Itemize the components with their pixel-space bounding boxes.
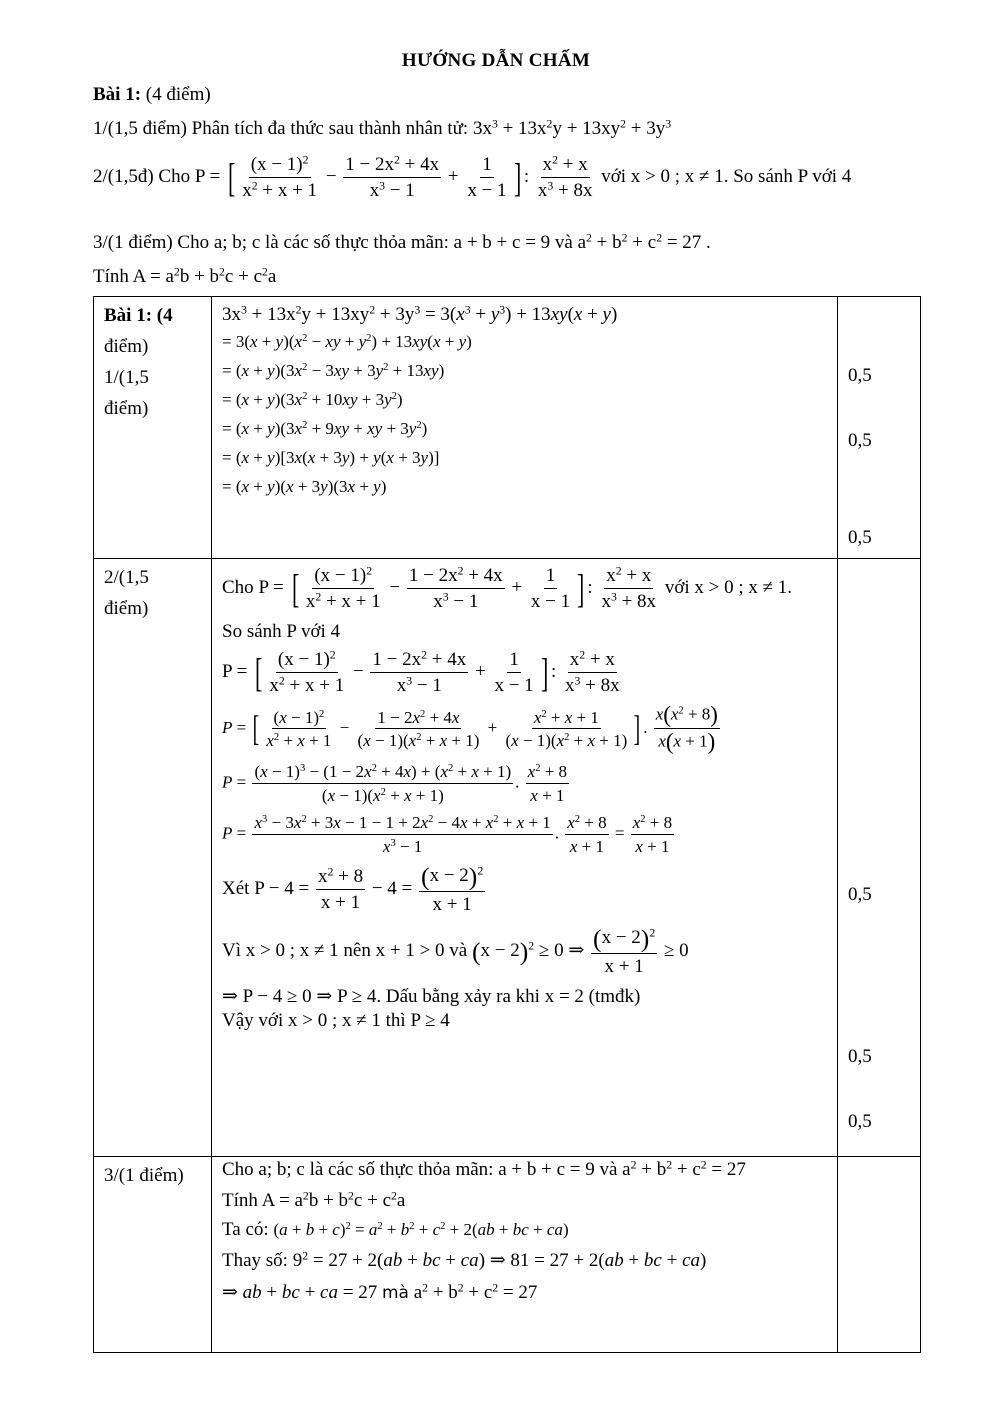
step: P = $\frac{(x - 1)^3 - (1 - 2x^2 + 4x) + (x^2 + x + 1)}{(x - 1)(x^2 + x + 1)}$ . $\frac{x^2 + 8}{x + 1}$ (222, 762, 568, 805)
question-3: 3/(1 điểm) Cho a; b; c là các số thực thỏa mãn: a + b + c = 9 và $a^2 + b^2 + c^2 = 27$ . (93, 231, 711, 253)
score: 0,5 (848, 527, 872, 548)
step: P = $\frac{x^3 - 3x^2 + 3x - 1 - 1 + 2x^2 - 4x + x^2 + x + 1}{x^3 - 1}$ . $\frac{x^2 + 8}{x + 1}$ = $\frac{x^2 + 8}{x + 1}$ (222, 813, 673, 856)
solution-cell-1 (212, 297, 838, 559)
table-row (94, 1157, 921, 1353)
solution-table (93, 296, 921, 1353)
step: Vậy với x > 0 ; x ≠ 1 thì P ≥ 4 (222, 1010, 450, 1032)
step: Cho a; b; c là các số thực thỏa mãn: a + b + c = 9 và $a^2 + b^2 + c^2 = 27$ (222, 1158, 746, 1180)
step: = (x + y)(x + 3y)(3x + y) (222, 477, 387, 496)
solution-cell-2 (212, 559, 838, 1157)
step: Ta có: $(a + b + c)^2 = a^2 + b^2 + c^2 + 2(ab$ + bc + ca) (222, 1219, 569, 1240)
table-row (94, 297, 921, 559)
section-label-cell: 3/(1 điểm) (94, 1157, 212, 1353)
step: Thay số: $9^2 = 27 + 2(ab$ + bc + ca) ⇒ 81 = 27 + 2(ab + bc + ca) (222, 1249, 707, 1271)
score: 0,5 (848, 1111, 872, 1132)
page-title: HƯỚNG DẪN CHẤM (401, 50, 591, 71)
step: Vì x > 0 ; x ≠ 1 nên x + 1 > 0 và $(x - 2)^2 \ge 0$ ⇒ $\frac{(x - 2)^2}{x + 1}$ ≥ 0 (222, 923, 689, 977)
score: 0,5 (848, 365, 872, 386)
step: = $3(x + y)(x^2$ − xy + $y^2) + 13xy(x + y)$ (222, 332, 472, 351)
score-cell (838, 559, 921, 1157)
step: $3x^3 + 13x^2y + 13xy^2 + 3y^3 = 3(x^3 + y^3) + 13xy(x + y)$ (222, 303, 618, 325)
step: = $(x + y)(3x^2 + 9xy$ + xy + $3y^2$) (222, 419, 428, 438)
section-label-cell: Bài 1: (4 điểm) 1/(1,5 điểm) (94, 297, 212, 559)
step: ⇒ P − 4 ≥ 0 ⇒ P ≥ 4. Dấu bằng xảy ra khi x = 2 (tmđk) (222, 986, 641, 1008)
step: = (x + y)[3x(x + 3y) + y(x + 3y)] (222, 448, 440, 467)
score: 0,5 (848, 1046, 872, 1067)
question-3-compute: Tính $A = a^2b + b^2c + c^2a$ (93, 265, 277, 287)
step: ⇒ ab + bc + ca = 27 mà $a^2 + b^2 + c^2 = 27$ (222, 1281, 538, 1303)
step: = $(x + y)(3x^2 - 3xy + 3y^2 + 13xy)$ (222, 361, 445, 380)
score: 0,5 (848, 884, 872, 905)
problem-heading: Bài 1: (4 điểm) (93, 84, 211, 105)
question-1: 1/(1,5 điểm) Phân tích đa thức sau thành nhân tử: $3x^3 + 13x^2y + 13xy^2 + 3y^3$ (93, 117, 672, 139)
step: Xét P − 4 = $\frac{x^2 + 8}{x + 1}$ − 4 = $\frac{(x - 2)^2}{x + 1}$ (222, 862, 484, 916)
solution-cell-3 (212, 1157, 838, 1353)
step: P = [ $\frac{(x - 1)^2}{x^2 + x + 1}$ − $\frac{1 - 2x^2 + 4x}{x^3 - 1}$ + $\frac{1}{x - 1}$ ] : $\frac{x^2 + x}{x^3 + 8x}$ (222, 648, 620, 696)
table-row (94, 559, 921, 1157)
step: So sánh P với 4 (222, 620, 341, 642)
score-cell (838, 297, 921, 559)
step: P = [ $\frac{(x - 1)^2}{x^2 + x + 1}$ − $\frac{1 - 2x^2 + 4x}{(x - 1)(x^2 + x + 1)}$ + $\frac{x^2 + x + 1}{(x - 1)(x^2 + x + 1)}$ ] . $\frac{x(x^2 + 8)}{x(x + 1)}$ (222, 702, 718, 755)
section-label-cell: 2/(1,5 điểm) (94, 559, 212, 1157)
question-2: 2/(1,5đ) Cho P = [ $\frac{(x - 1)^2}{x^2 + x + 1}$ − $\frac{1 - 2x^2 + 4x}{x^3 - 1}$ + $\frac{1}{x - 1}$ ] : $\frac{x^2 + x}{x^3 + 8x}$ với x > 0 ; x ≠ 1. So sánh P với 4 (93, 153, 852, 201)
step: Tính $A = a^2b + b^2c + c^2a$ (222, 1189, 406, 1211)
step: = $(x + y)(3x^2 + 10xy + 3y^2)$ (222, 390, 403, 409)
score: 0,5 (848, 430, 872, 451)
score-cell (838, 1157, 921, 1353)
step: Cho P = [ $\frac{(x - 1)^2}{x^2 + x + 1}$ − $\frac{1 - 2x^2 + 4x}{x^3 - 1}$ + $\frac{1}{x - 1}$ ] : $\frac{x^2 + x}{x^3 + 8x}$ với x > 0 ; x ≠ 1. (222, 564, 793, 612)
